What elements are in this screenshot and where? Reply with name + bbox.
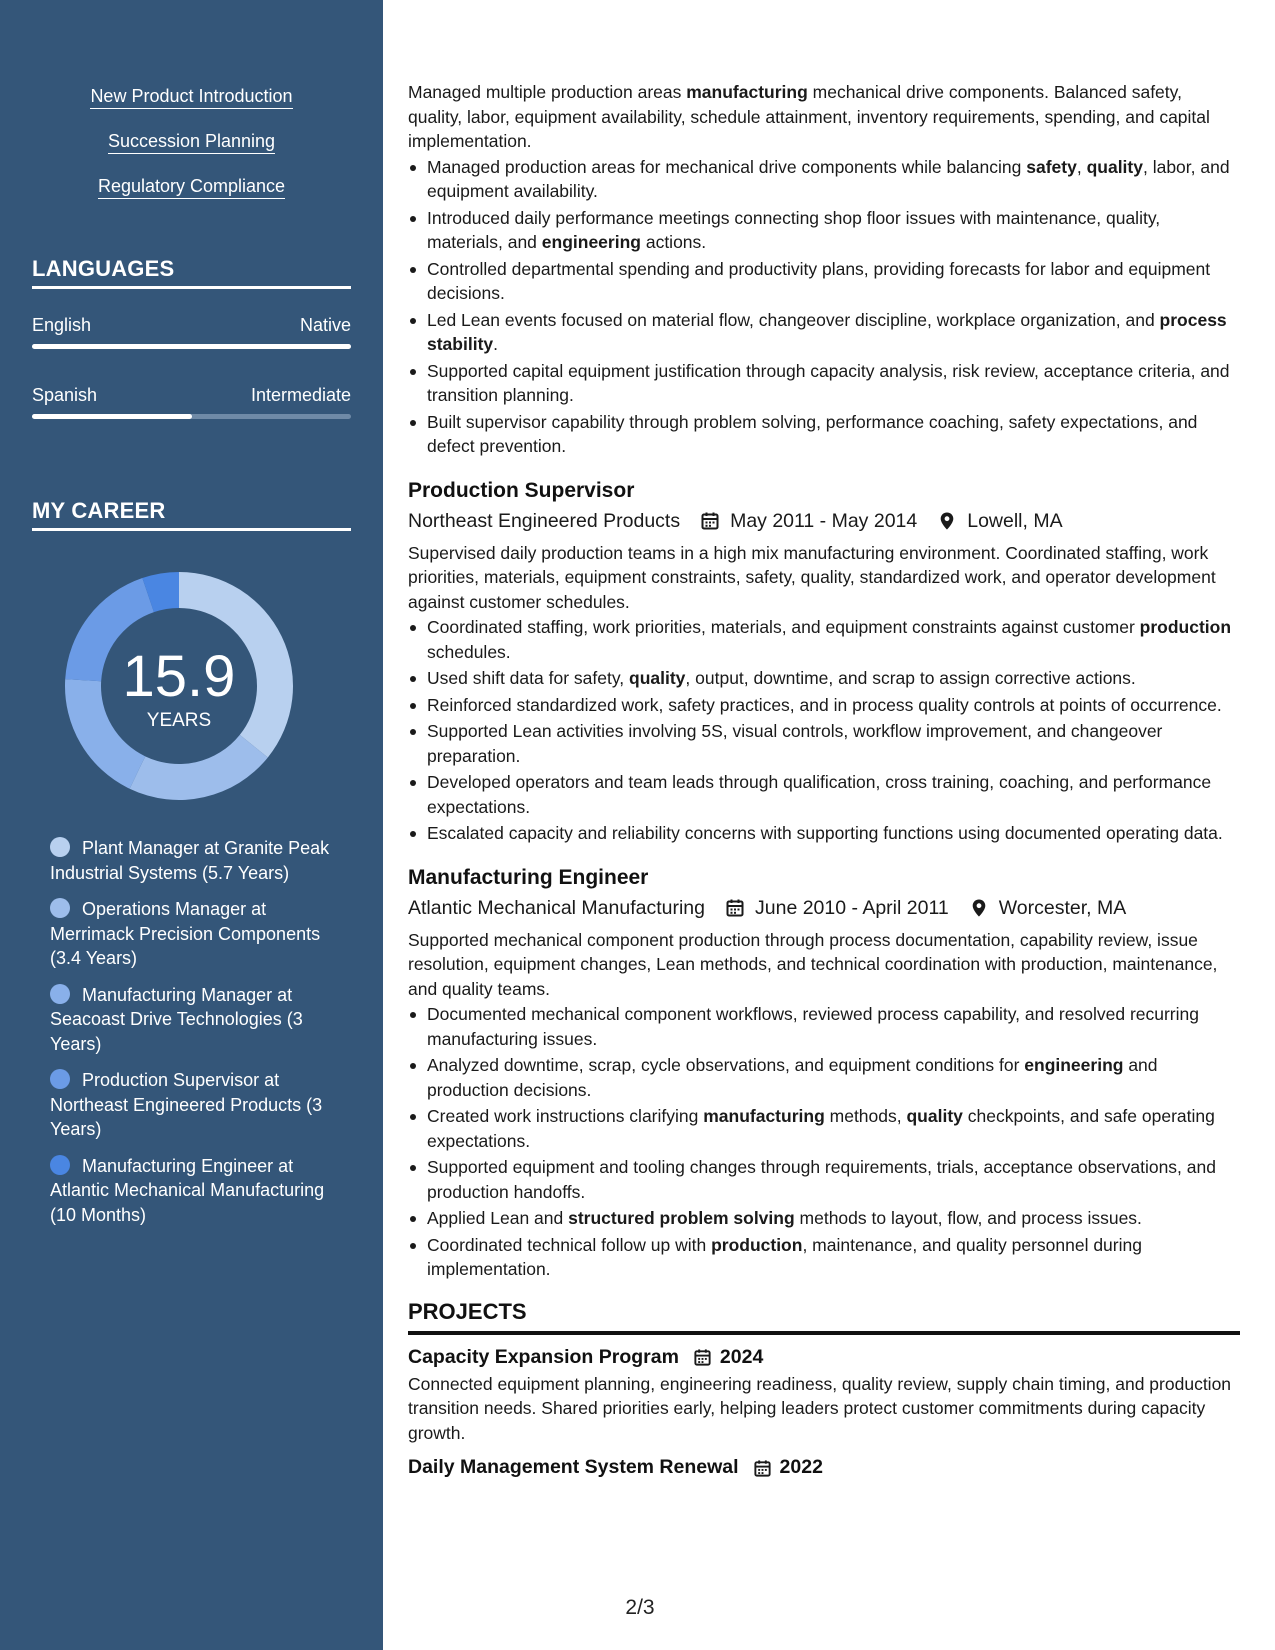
bullet-item <box>408 308 1240 357</box>
text-run: Coordinated technical follow up with <box>427 1234 712 1255</box>
language-row <box>32 384 351 406</box>
text-run: actions. <box>640 232 707 252</box>
bullet-item <box>408 821 1240 846</box>
skill-link[interactable]: Regulatory Compliance <box>98 175 285 199</box>
job-dates: June 2010 - April 2011 <box>755 896 949 919</box>
bullet-item <box>408 666 1240 691</box>
map-pin-icon <box>937 511 957 531</box>
text-run: Supported Lean activities involving 5S, visual controls, workflow improvement, and changeover preparation. <box>427 721 1163 766</box>
bold-keyword: safety <box>1026 156 1077 177</box>
career-legend-text: Manufacturing Engineer at Atlantic Mechanical Manufacturing (10 Months) <box>50 1155 325 1225</box>
text-run: Used shift data for safety, <box>427 668 629 688</box>
text-run: , output, downtime, and scrap to assign corrective actions. <box>685 668 1136 688</box>
legend-dot <box>50 984 70 1004</box>
language-level: Intermediate <box>250 385 351 405</box>
text-run: Applied Lean and <box>427 1208 569 1228</box>
language-name: English <box>32 315 92 335</box>
bold-keyword: production <box>1139 617 1232 637</box>
bullet-item <box>408 1233 1240 1282</box>
text-run: Supported capital equipment justification through capacity analysis, risk review, acceptance criteria, and transition planning. <box>427 360 1230 405</box>
bullet-item <box>408 257 1240 306</box>
job-meta <box>408 507 1240 535</box>
text-run: Documented mechanical component workflows, reviewed process capability, and resolved recurring manufacturing issues. <box>427 1004 1199 1049</box>
text-run: Supported equipment and tooling changes through requirements, trials, acceptance observations, and production handoffs. <box>427 1157 1216 1202</box>
text-run: Controlled departmental spending and productivity plans, providing forecasts for labor and equipment decisions. <box>427 258 1211 303</box>
bullet-item <box>408 410 1240 459</box>
bullet-item <box>408 1053 1240 1102</box>
project-year: 2024 <box>719 1345 764 1368</box>
language-level: Native <box>299 315 351 335</box>
career-heading: MY CAREER <box>32 498 351 531</box>
career-total-years: 15.9 <box>122 644 236 709</box>
language-bar <box>32 414 351 419</box>
text-run: Managed multiple production areas <box>408 82 687 102</box>
languages-heading: LANGUAGES <box>32 256 351 289</box>
text-run: , <box>1076 156 1087 177</box>
legend-dot <box>50 898 70 918</box>
job-meta <box>408 894 1240 922</box>
company-name: Northeast Engineered Products <box>408 509 681 532</box>
bullet-item <box>408 155 1240 204</box>
job-bullet-list <box>408 615 1240 846</box>
language-bar-fill <box>32 414 192 419</box>
job-location: Lowell, MA <box>967 509 1063 532</box>
text-run: Managed production areas for mechanical drive components while balancing <box>427 156 1027 177</box>
sidebar <box>0 0 383 1650</box>
bold-keyword: engineering <box>541 232 641 252</box>
project-year: 2022 <box>779 1456 823 1478</box>
skills-list <box>0 85 383 220</box>
career-legend-item <box>50 897 330 971</box>
text-run: , labor, and equipment availability. <box>427 156 1230 201</box>
career-years-label: YEARS <box>146 710 212 731</box>
text-run: Built supervisor capability through problem solving, performance coaching, safety expectations, and defect prevention. <box>427 411 1198 456</box>
career-legend-item <box>50 1154 330 1228</box>
career-legend-text: Manufacturing Manager at Seacoast Drive Technologies (3 Years) <box>50 984 303 1054</box>
bullet-item <box>408 1206 1240 1231</box>
project-description: Connected equipment planning, engineering readiness, quality review, supply chain timing, and production transition needs. Shared priorities early, helping leaders protect customer commitments during capacity growth. <box>408 1373 1232 1443</box>
bullet-item <box>408 1104 1240 1153</box>
career-legend-text: Operations Manager at Merrimack Precision Components (3.4 Years) <box>50 899 321 968</box>
job-location: Worcester, MA <box>998 896 1127 919</box>
bold-keyword: quality <box>906 1106 963 1126</box>
text-run: Coordinated staffing, work priorities, materials, and equipment constraints against customer <box>427 617 1140 637</box>
career-legend-text: Plant Manager at Granite Peak Industrial Systems (5.7 Years) <box>50 838 330 883</box>
career-legend-item <box>50 1068 330 1142</box>
language-bar <box>32 344 351 349</box>
job-dates: May 2011 - May 2014 <box>730 509 918 532</box>
calendar-icon <box>700 511 720 531</box>
project-title: Capacity Expansion Program <box>408 1345 679 1368</box>
bold-keyword: production <box>711 1234 803 1255</box>
language-bar-fill <box>32 344 351 349</box>
text-run: schedules. <box>427 641 511 662</box>
skill-link[interactable]: New Product Introduction <box>90 85 292 109</box>
text-run: Supervised daily production teams in a high mix manufacturing environment. Coordinated staffing, work priorities, materials, equipment constraints, safety, quality, standardized work, and operator development against customer schedules. <box>408 542 1216 612</box>
bullet-item <box>408 1002 1240 1051</box>
text-run: methods, <box>824 1106 907 1126</box>
job-title: Manufacturing Engineer <box>408 865 649 889</box>
calendar-icon <box>725 898 745 918</box>
job-summary <box>408 541 1240 615</box>
text-run: Escalated capacity and reliability concerns with supporting functions using documented operating data. <box>427 823 1223 843</box>
bullet-item <box>408 359 1240 408</box>
text-run: Reinforced standardized work, safety practices, and in process quality controls at points of occurrence. <box>427 694 1222 715</box>
bold-keyword: process stability <box>427 309 1227 354</box>
job-summary <box>408 928 1240 1002</box>
job-title: Production Supervisor <box>408 478 635 502</box>
map-pin-icon <box>969 898 989 918</box>
calendar-icon <box>753 1458 772 1477</box>
bold-keyword: manufacturing <box>686 82 808 102</box>
text-run: and production decisions. <box>427 1055 1158 1100</box>
project-entry <box>408 1453 1240 1481</box>
text-run: Introduced daily performance meetings connecting shop floor issues with maintenance, quality, materials, and <box>427 207 1161 252</box>
bold-keyword: manufacturing <box>703 1106 825 1126</box>
job-bullet-list <box>408 1002 1240 1282</box>
main-content <box>408 80 1240 1481</box>
language-name: Spanish <box>32 385 98 405</box>
legend-dot <box>50 1069 70 1089</box>
project-entry <box>408 1343 1240 1446</box>
text-run: methods to layout, flow, and process issues. <box>794 1208 1142 1228</box>
text-run: , maintenance, and quality personnel during implementation. <box>427 1234 1142 1279</box>
career-legend-text: Production Supervisor at Northeast Engineered Products (3 Years) <box>50 1070 323 1139</box>
text-run: Led Lean events focused on material flow, changeover discipline, workplace organization, and <box>427 309 1160 330</box>
skill-link[interactable]: Succession Planning <box>108 130 275 154</box>
legend-dot <box>50 837 70 857</box>
bold-keyword: structured problem solving <box>568 1208 795 1228</box>
job-list <box>408 477 1240 1282</box>
bold-keyword: quality <box>1086 156 1143 177</box>
intro-bullet-list <box>408 155 1240 459</box>
bold-keyword: engineering <box>1024 1055 1124 1075</box>
page-number: 2/3 <box>625 1596 655 1619</box>
job-entry <box>408 864 1240 1282</box>
bullet-item <box>408 693 1240 718</box>
text-run: Created work instructions clarifying <box>427 1106 704 1126</box>
career-legend-item <box>50 983 330 1057</box>
text-run: . <box>493 334 499 354</box>
project-title-row <box>408 1343 1240 1371</box>
career-legend-item <box>50 836 330 885</box>
intro-paragraph <box>408 80 1240 154</box>
text-run: Analyzed downtime, scrap, cycle observations, and equipment conditions for <box>427 1055 1025 1075</box>
bullet-item <box>408 1155 1240 1204</box>
company-name: Atlantic Mechanical Manufacturing <box>408 896 705 919</box>
bullet-item <box>408 206 1240 255</box>
bullet-item <box>408 719 1240 768</box>
text-run: checkpoints, and safe operating expectations. <box>427 1106 1215 1151</box>
bullet-item <box>408 770 1240 819</box>
career-legend <box>50 836 330 1239</box>
project-list <box>408 1343 1240 1482</box>
job-entry <box>408 477 1240 846</box>
project-title: Daily Management System Renewal <box>408 1456 739 1478</box>
calendar-icon <box>693 1347 712 1366</box>
language-row <box>32 314 351 336</box>
text-run: Developed operators and team leads through qualification, cross training, coaching, and performance expectations. <box>427 772 1212 817</box>
text-run: Supported mechanical component production through process documentation, capability review, issue resolution, equipment changes, Lean methods, and technical coordination with production, maintenance, and quality teams. <box>408 929 1218 999</box>
project-title-row <box>408 1453 1240 1481</box>
legend-dot <box>50 1155 70 1175</box>
bullet-item <box>408 615 1240 664</box>
projects-heading: PROJECTS <box>408 1298 1240 1335</box>
bold-keyword: quality <box>629 668 686 688</box>
donut-slice <box>130 735 268 800</box>
text-run: mechanical drive components. Balanced safety, quality, labor, equipment availability, schedule attainment, inventory requirements, spending, and capital implementation. <box>408 82 1210 151</box>
